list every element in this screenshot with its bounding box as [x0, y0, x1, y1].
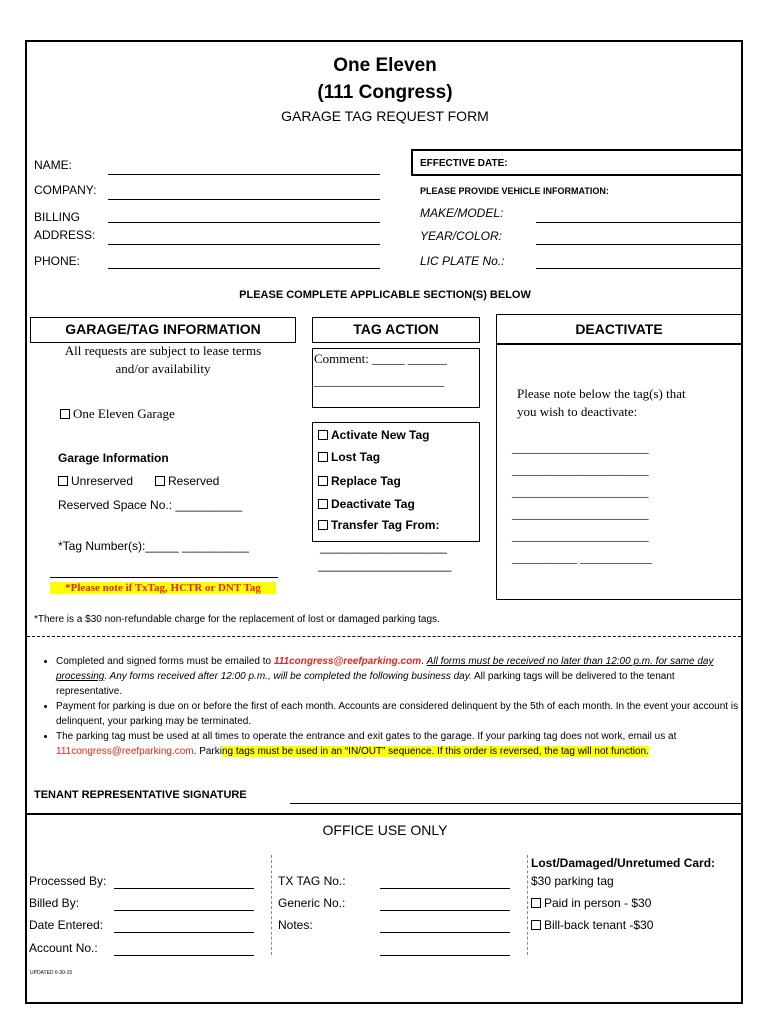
deactivate-line[interactable]: _____________________: [512, 528, 649, 543]
activate-new-tag-option[interactable]: [318, 428, 429, 442]
reserved-option[interactable]: [155, 474, 219, 488]
one-eleven-garage-label: One Eleven Garage: [73, 406, 175, 421]
company-label: COMPANY:: [34, 183, 97, 197]
deactivate-line[interactable]: _____________________: [512, 484, 649, 499]
lost-tag-label: Lost Tag: [331, 450, 381, 464]
effective-date-label: EFFECTIVE DATE:: [420, 158, 508, 169]
lost-tag-option[interactable]: [318, 450, 380, 464]
form-title: One Eleven: [333, 55, 437, 76]
date-entered-field[interactable]: [114, 932, 254, 933]
vehicle-info-heading: PLEASE PROVIDE VEHICLE INFORMATION:: [420, 186, 609, 196]
email-link[interactable]: 111congress@reefparking.com: [56, 746, 194, 757]
replace-tag-label: Replace Tag: [331, 474, 401, 488]
comment-label: Comment: _____ ______: [314, 351, 447, 366]
processed-by-field[interactable]: [114, 888, 254, 889]
paid-in-person-label: Paid in person - $30: [544, 896, 652, 910]
notes-field-2[interactable]: [380, 955, 510, 956]
year-color-field[interactable]: [536, 244, 742, 245]
divider: [27, 636, 741, 637]
checkbox-icon[interactable]: [318, 520, 328, 530]
lic-plate-label: LIC PLATE No.:: [420, 254, 505, 268]
form-title-building: (111 Congress): [317, 82, 453, 103]
deactivate-tag-lines[interactable]: [512, 437, 652, 569]
tag-number-line[interactable]: [50, 577, 278, 578]
deactivate-heading: DEACTIVATE: [575, 321, 663, 337]
checkbox-icon[interactable]: [155, 476, 165, 486]
checkbox-icon[interactable]: [531, 898, 541, 908]
deactivate-line[interactable]: _____________________: [512, 506, 649, 521]
signature-divider: [27, 813, 743, 815]
sections-heading: PLEASE COMPLETE APPLICABLE SECTION(S) BELOW: [239, 289, 531, 301]
generic-no-label: Generic No.:: [278, 896, 346, 910]
company-field[interactable]: [108, 199, 380, 200]
txtag-no-field[interactable]: [380, 888, 510, 889]
address-label: ADDRESS:: [34, 228, 96, 242]
phone-label: PHONE:: [34, 254, 81, 268]
checkbox-icon[interactable]: [60, 409, 70, 419]
lost-card-heading: Lost/Damaged/Unretumed Card:: [531, 856, 716, 870]
reserved-space-field[interactable]: Reserved Space No.: __________: [58, 498, 243, 512]
billed-by-label: Billed By:: [29, 896, 80, 910]
fee-note: *There is a $30 non-refundable charge for the replacement of lost or damaged parking tags.: [34, 614, 440, 625]
lease-terms-note-1: All requests are subject to lease terms: [64, 343, 262, 358]
comment-line[interactable]: ____________________: [314, 373, 444, 388]
name-field[interactable]: [108, 174, 380, 175]
office-use-heading: OFFICE USE ONLY: [322, 822, 448, 838]
checkbox-icon[interactable]: [531, 920, 541, 930]
deactivate-note-1: Please note below the tag(s) that: [517, 386, 686, 401]
date-entered-label: Date Entered:: [29, 918, 104, 932]
deactivate-line[interactable]: _____________________: [512, 440, 649, 455]
transfer-tag-label: Transfer Tag From:: [331, 518, 440, 532]
bill-back-option[interactable]: [531, 918, 653, 932]
one-eleven-garage-option[interactable]: [60, 406, 175, 422]
bill-back-label: Bill-back tenant -$30: [544, 918, 654, 932]
txtag-note: *Please note if TxTag, HCTR or DNT Tag: [50, 582, 276, 594]
billing-address-field-1[interactable]: [108, 222, 380, 223]
checkbox-icon[interactable]: [318, 499, 328, 509]
account-no-field[interactable]: [114, 955, 254, 956]
transfer-from-line-1[interactable]: ___________________: [320, 540, 447, 554]
bullet-usage: • The parking tag must be used at all times to operate the entrance and exit gates to the garage. If your parking tag does not work, email us at 111congress@reefparking.com. Parking tags must be used in an “IN/OUT” sequence. If this order is reversed, the tag will not function.: [56, 729, 740, 759]
replace-tag-option[interactable]: [318, 474, 401, 488]
signature-field[interactable]: [290, 803, 742, 804]
year-color-label: YEAR/COLOR:: [420, 229, 503, 243]
checkbox-icon[interactable]: [318, 452, 328, 462]
deactivate-tag-label: Deactivate Tag: [331, 497, 415, 511]
transfer-tag-option[interactable]: [318, 518, 439, 532]
make-model-field[interactable]: [536, 222, 742, 223]
txtag-no-label: TX TAG No.:: [278, 874, 346, 888]
checkbox-icon[interactable]: [58, 476, 68, 486]
form-subtitle: GARAGE TAG REQUEST FORM: [281, 108, 489, 124]
transfer-from-line-2[interactable]: ____________________: [318, 558, 452, 572]
activate-new-tag-label: Activate New Tag: [331, 428, 430, 442]
notes-field-1[interactable]: [380, 932, 510, 933]
generic-no-field[interactable]: [380, 910, 510, 911]
deactivate-note-2: you wish to deactivate:: [517, 404, 638, 419]
tag-numbers-field[interactable]: *Tag Number(s):_____ __________: [58, 539, 249, 553]
garage-heading: GARAGE/TAG INFORMATION: [65, 321, 261, 337]
email-link[interactable]: 111congress@reefparking.com: [273, 656, 422, 667]
unreserved-label: Unreserved: [71, 474, 134, 488]
deactivate-tag-option[interactable]: [318, 497, 415, 511]
bullet-submission: • Completed and signed forms must be emailed to 111congress@reefparking.com. All forms must be received no later than 12:00 p.m. for same day processing. Any forms received after 12:00 p.m., will be completed the following business day. All parking tags will be delivered to the tenant representative.: [56, 654, 740, 699]
billed-by-field[interactable]: [114, 910, 254, 911]
tag-action-heading: TAG ACTION: [353, 321, 439, 337]
name-label: NAME:: [34, 158, 73, 172]
parking-tag-fee: $30 parking tag: [531, 874, 614, 888]
garage-info-label: Garage Information: [58, 451, 169, 465]
billing-address-field-2[interactable]: [108, 244, 380, 245]
bullet-payment: • Payment for parking is due on or before the first of each month. Accounts are considered delinquent by the 5th of each month. In the event your account is delinquent, your parking may be terminated.: [56, 699, 740, 729]
instructions-list: [26, 654, 740, 759]
updated-date: UPDATED 6-30-15: [30, 970, 73, 976]
office-divider-1: [271, 855, 272, 955]
notes-label: Notes:: [278, 918, 313, 932]
paid-in-person-option[interactable]: [531, 896, 651, 910]
deactivate-line[interactable]: _____________________: [512, 462, 649, 477]
checkbox-icon[interactable]: [318, 430, 328, 440]
deactivate-line[interactable]: __________ ___________: [512, 550, 652, 565]
account-no-label: Account No.:: [29, 941, 98, 955]
office-divider-2: [527, 855, 528, 955]
phone-field[interactable]: [108, 268, 380, 269]
lease-terms-note-2: and/or availability: [115, 361, 211, 376]
unreserved-option[interactable]: [58, 474, 133, 488]
reserved-label: Reserved: [168, 474, 220, 488]
lic-plate-field[interactable]: [536, 268, 742, 269]
billing-label: BILLING: [34, 210, 81, 224]
processed-by-label: Processed By:: [29, 874, 107, 888]
checkbox-icon[interactable]: [318, 476, 328, 486]
signature-label: TENANT REPRESENTATIVE SIGNATURE: [34, 789, 247, 801]
make-model-label: MAKE/MODEL:: [420, 206, 504, 220]
